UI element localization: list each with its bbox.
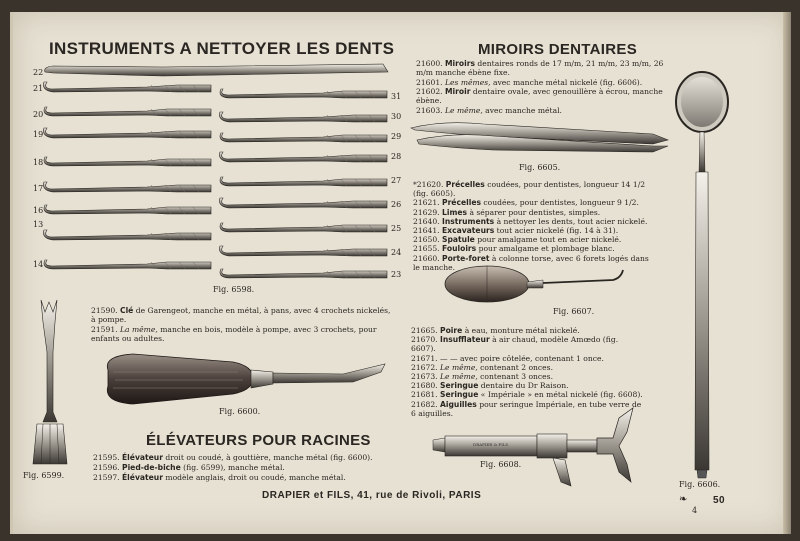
- syringe-entry: 21681. Seringue « Impériale » en métal nickelé (fig. 6608).: [411, 390, 643, 400]
- mirror-entry-4: 21603. Le même, avec manche métal.: [416, 106, 562, 115]
- instrument-left-5: [43, 182, 211, 192]
- instrument-number-label: 14: [33, 260, 44, 269]
- instrument-right-5: [220, 177, 387, 186]
- instrument-left-7: [43, 230, 211, 240]
- left-section-title: INSTRUMENTS A NETTOYER LES DENTS: [49, 39, 395, 58]
- elevator-illustration: [107, 354, 385, 404]
- instrument-number-label: 29: [391, 132, 402, 141]
- pliers-entry: 21629. Limes à séparer pour dentistes, simples.: [413, 207, 601, 217]
- instrument-right-3: [220, 133, 387, 142]
- mirror-entry-2: 21601. Les mêmes, avec manche métal nickelé (fig. 6606).: [416, 78, 643, 87]
- instrument-number-label: 26: [391, 200, 402, 209]
- page-signature: 4: [692, 506, 698, 515]
- instrument-number-label: 27: [391, 176, 402, 185]
- caption-fig-6599: Fig. 6599.: [23, 471, 65, 480]
- caption-fig-6607: Fig. 6607.: [553, 307, 595, 316]
- instrument-number-label: 19: [33, 130, 44, 139]
- instrument-number-label: 28: [391, 152, 402, 161]
- instrument-number-label: 20: [33, 110, 44, 119]
- syringe-entry: 21682. Aiguilles pour seringue Impériale, en tube verre de 6 aiguilles.: [411, 399, 642, 418]
- instrument-left-1: [43, 82, 211, 92]
- page-gutter: [783, 12, 791, 534]
- caption-fig-6606: Fig. 6606.: [679, 480, 721, 489]
- instrument-right-4: [219, 152, 387, 162]
- pliers-entry-list: [413, 180, 653, 272]
- mirror-entry-3: 21602. Miroir dentaire ovale, avec genouillère à écrou, manche ébène.: [416, 87, 663, 106]
- syringe-illustration: [433, 408, 633, 486]
- instrument-right-1: [220, 89, 387, 98]
- instrument-left-4: [44, 157, 211, 166]
- instrument-number-label: 18: [33, 158, 44, 167]
- right-section-title: MIROIRS DENTAIRES: [478, 41, 637, 58]
- pliers-entry: 21660. Porte-foret à colonne torse, avec 6 forets logés dans le manche.: [413, 253, 649, 272]
- syringe-engraving: DRAPIER & FILS: [473, 442, 509, 447]
- instrument-left-6: [44, 205, 211, 214]
- caption-fig-6600: Fig. 6600.: [219, 407, 261, 416]
- caption-fig-6605: Fig. 6605.: [519, 163, 561, 172]
- key-entry-2: 21591. La même, manche en bois, modèle à pompe, avec 3 crochets, pour enfants ou adultes.: [91, 325, 377, 344]
- pliers-entry: *21620. Précelles coudées, pour dentistes, longueur 14 1/2 (fig. 6605).: [413, 180, 646, 199]
- instrument-right-8: [219, 246, 387, 256]
- key-entry-1: 21590. Clé de Garengeot, manche en métal, à pans, avec 4 crochets nickelés, à pompe.: [91, 306, 391, 325]
- instrument-22: [45, 64, 388, 76]
- page-ornament-icon: ❧: [679, 494, 688, 505]
- instrument-left-3: [43, 128, 211, 138]
- instrument-number-label: 17: [33, 184, 44, 193]
- instrument-number-label: 13: [33, 220, 44, 229]
- elevator-entry-1: 21595. Élévateur droit ou coudé, à gouttière, manche métal (fig. 6600).: [93, 453, 373, 462]
- catalog-page: [10, 12, 791, 534]
- entry-code: 21590.: [91, 306, 118, 315]
- pliers-entry: 21621. Précelles coudées, pour dentistes, longueur 9 1/2.: [413, 198, 639, 208]
- instrument-number-label: 22: [33, 68, 44, 77]
- instrument-number-label: 30: [391, 112, 402, 121]
- instrument-number-label: 24: [391, 248, 402, 257]
- instrument-right-7: [220, 223, 387, 232]
- instrument-right-9: [220, 269, 387, 278]
- instrument-right-2: [219, 112, 387, 122]
- syringe-entry-list: [411, 326, 643, 418]
- instrument-left-2: [44, 107, 211, 116]
- elevator-entry-3: 21597. Élévateur modèle anglais, droit ou coudé, manche métal.: [93, 473, 346, 482]
- elevators-section-title: ÉLÉVATEURS POUR RACINES: [146, 432, 371, 449]
- instrument-number-label: 16: [33, 206, 44, 215]
- mirror-entry-1: 21600. Miroirs dentaires ronds de 17 m/m, 21 m/m, 23 m/m, 26 m/m manche ébène fixe.: [416, 59, 664, 78]
- footer-address: DRAPIER et FILS, 41, rue de Rivoli, PARIS: [262, 490, 482, 501]
- page-number: 50: [713, 495, 726, 506]
- instrument-number-label: 31: [391, 92, 402, 101]
- instrument-column-right: [219, 89, 387, 278]
- pliers-entry: 21650. Spatule pour amalgame tout en acier nickelé.: [413, 235, 622, 245]
- elevator-entry-2: 21596. Pied-de-biche (fig. 6599), manche métal.: [93, 463, 285, 472]
- pliers-illustration: [411, 123, 668, 152]
- caption-fig-6608: Fig. 6608.: [480, 460, 522, 469]
- instrument-number-label: 23: [391, 270, 402, 279]
- syringe-entry: 21673. Le même, contenant 3 onces.: [411, 372, 553, 382]
- syringe-entry: 21671. — — avec poire côtelée, contenant 1 once.: [411, 353, 604, 363]
- instrument-right-6: [219, 198, 387, 208]
- instrument-column-left: [43, 82, 211, 269]
- syringe-entry: 21680. Seringue dentaire du Dr Raison.: [411, 381, 569, 391]
- pliers-entry: 21655. Fouloirs pour amalgame et plombage blanc.: [413, 244, 615, 254]
- syringe-entry: 21672. Le même, contenant 2 onces.: [411, 362, 553, 372]
- mirror-illustration: [676, 72, 728, 478]
- pied-de-biche-illustration: [33, 300, 67, 464]
- pliers-entry: 21640. Instruments à nettoyer les dents, tout acier nickelé.: [413, 216, 648, 226]
- syringe-entry: 21665. Poire à eau, monture métal nickelé.: [411, 326, 580, 335]
- instrument-left-8: [44, 260, 211, 269]
- instrument-number-label: 25: [391, 224, 402, 233]
- caption-fig-6598: Fig. 6598.: [213, 285, 255, 294]
- syringe-entry: 21670. Insufflateur à air chaud, modèle Amœdo (fig. 6607).: [411, 335, 619, 354]
- instrument-number-label: 21: [33, 84, 44, 93]
- pliers-entry: 21641. Excavateurs tout acier nickelé (fig. 14 à 31).: [413, 226, 619, 236]
- entry-code: 21591.: [91, 325, 118, 334]
